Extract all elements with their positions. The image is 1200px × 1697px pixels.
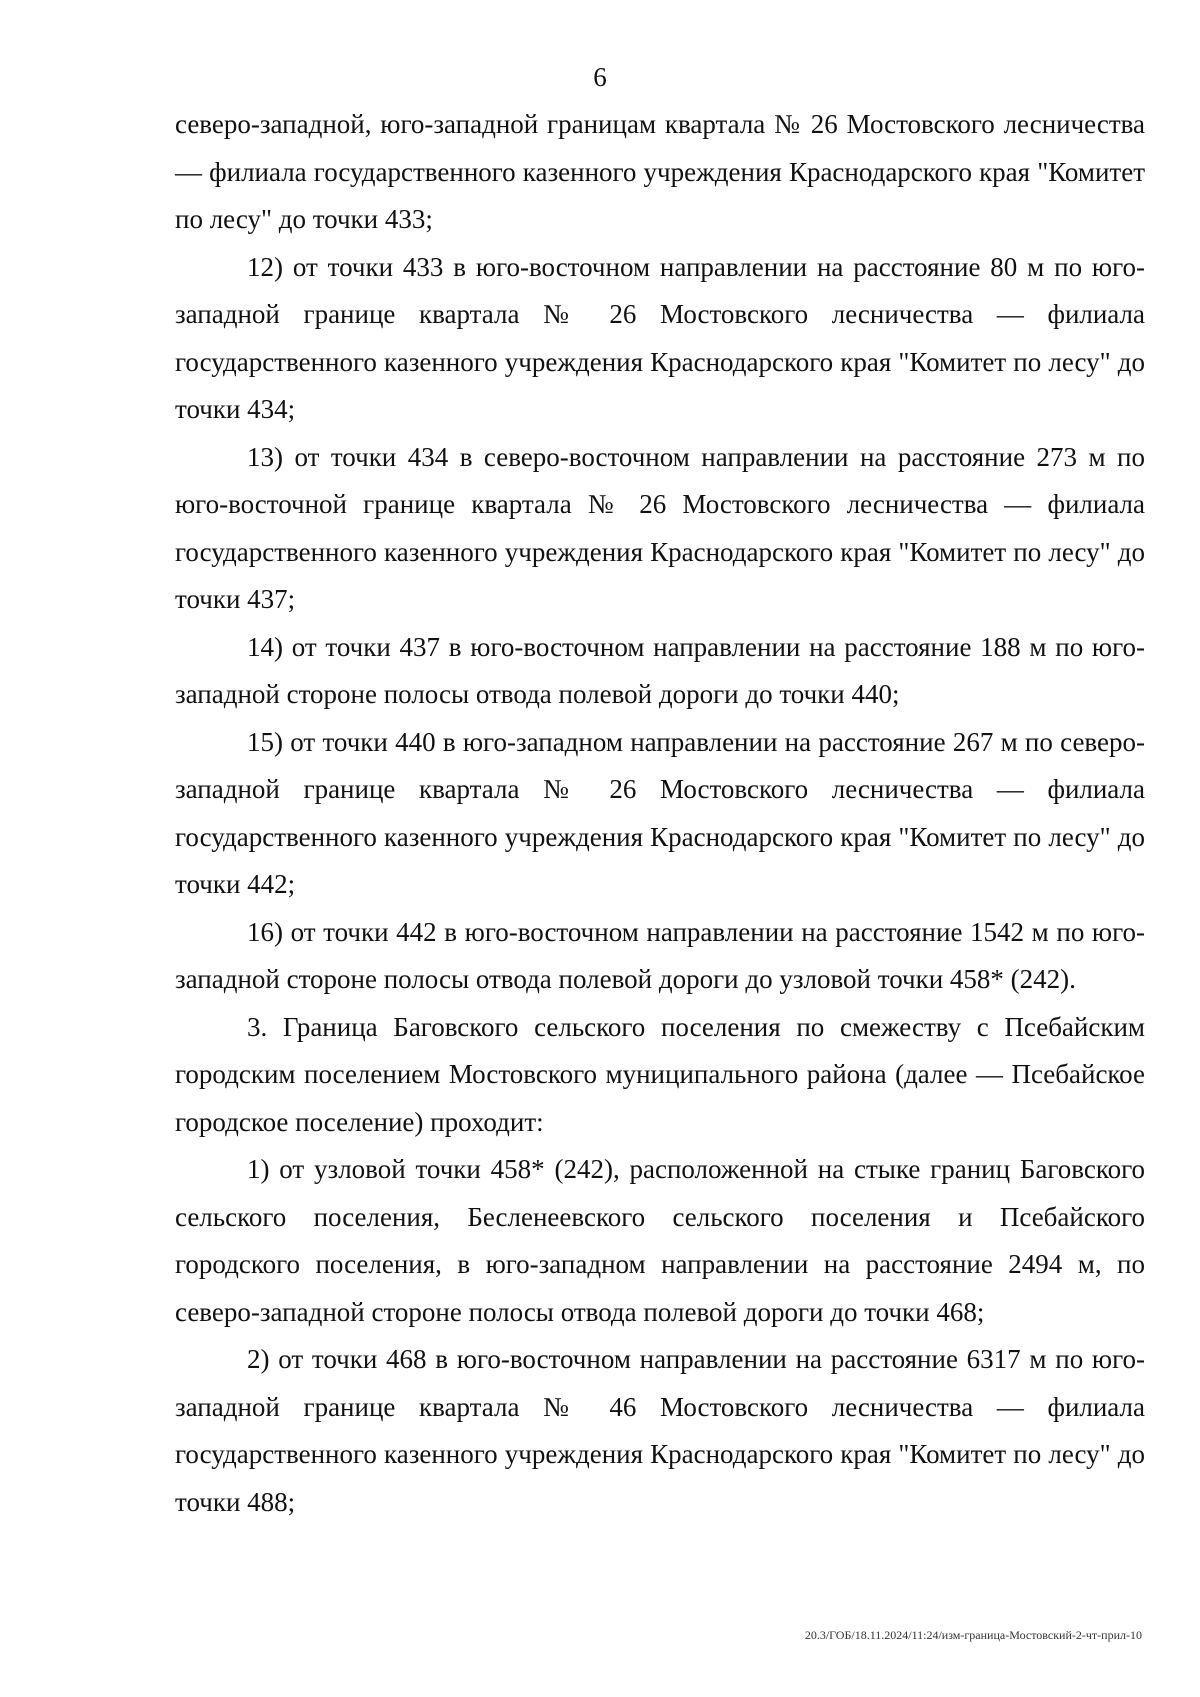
document-body xyxy=(175,101,1145,1526)
paragraph-section-3: 3. Граница Баговского сельского поселения по смежеству с Псебайским городским поселением Мостовского муниципального района (далее — Псебайское городское поселение) проходит: xyxy=(175,1011,1145,1137)
document-footer-stamp: 20.3/ГОБ/18.11.2024/11:24/изм-граница-Мостовский-2-чт-прил-10 xyxy=(804,1628,1142,1642)
paragraph-item-13: 13) от точки 434 в северо-восточном направлении на расстояние 273 м по юго-восточной границе квартала № 26 Мостовского лесничества — филиала государственного казенного учреждения Краснодарского края "Комитет по лесу" до точки 437; xyxy=(175,441,1145,614)
paragraph-continuation: северо-западной, юго-западной границам квартала № 26 Мостовского лесничества — филиала государственного казенного учреждения Краснодарского края "Комитет по лесу" до точки 433; xyxy=(175,109,1145,234)
page-number: 6 xyxy=(593,62,607,92)
paragraph-section-3-item-2: 2) от точки 468 в юго-восточном направлении на расстояние 6317 м по юго-западной границе квартала № 46 Мостовского лесничества — филиала государственного казенного учреждения Краснодарского края "Комитет по лесу" до точки 488; xyxy=(175,1344,1145,1517)
paragraph-item-15: 15) от точки 440 в юго-западном направлении на расстояние 267 м по северо-западной границе квартала № 26 Мостовского лесничества — филиала государственного казенного учреждения Краснодарского края "Комитет по лесу" до точки 442; xyxy=(175,726,1145,899)
paragraph-item-14: 14) от точки 437 в юго-восточном направлении на расстояние 188 м по юго-западной стороне полосы отвода полевой дороги до точки 440; xyxy=(175,631,1145,709)
paragraph-section-3-item-1: 1) от узловой точки 458* (242), расположенной на стыке границ Баговского сельского поселения, Бесленеевского сельского поселения и Псебайского городского поселения, в юго-западном направлении на расстояние 2494 м, по северо-западной стороне полосы отвода полевой дороги до точки 468; xyxy=(175,1154,1145,1327)
paragraph-item-12: 12) от точки 433 в юго-восточном направлении на расстояние 80 м по юго-западной границе квартала № 26 Мостовского лесничества — филиала государственного казенного учреждения Краснодарского края "Комитет по лесу" до точки 434; xyxy=(175,251,1145,424)
paragraph-item-16: 16) от точки 442 в юго-восточном направлении на расстояние 1542 м по юго-западной стороне полосы отвода полевой дороги до узловой точки 458* (242). xyxy=(175,916,1145,994)
